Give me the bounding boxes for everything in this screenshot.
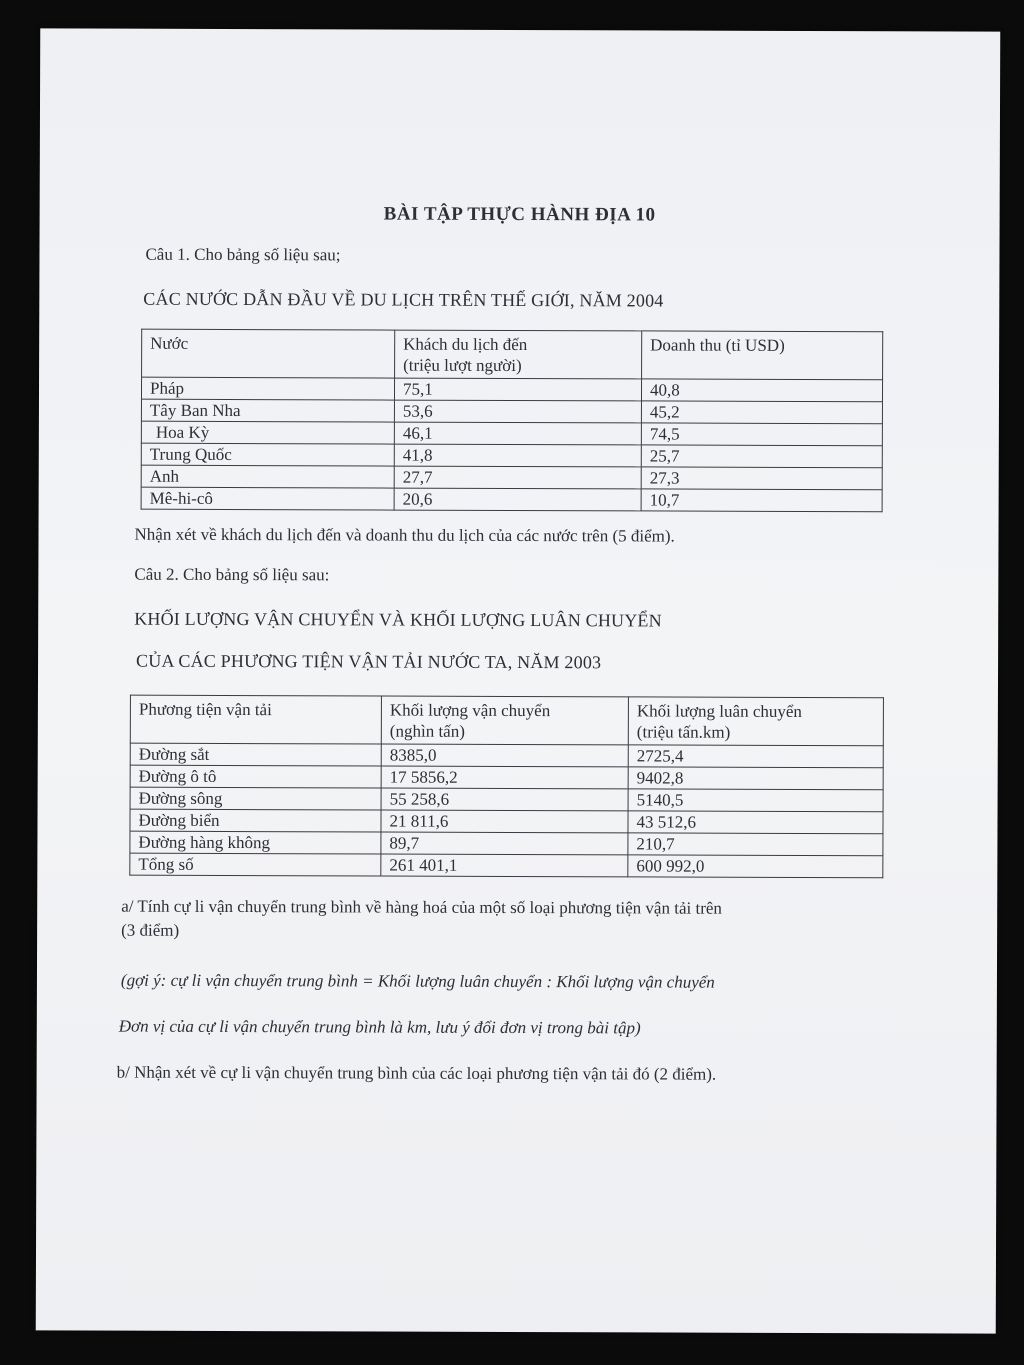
cell-volume: 21 811,6 <box>381 810 628 833</box>
cell-country: Mê-hi-cô <box>141 487 394 510</box>
header-visitors-unit: (triệu lượt người) <box>403 355 522 376</box>
table-row <box>130 831 883 856</box>
header-visitors-label: Khách du lịch đến <box>403 334 528 355</box>
cell-revenue: 40,8 <box>641 379 882 402</box>
cell-volume: 55 258,6 <box>381 788 628 811</box>
table-row <box>141 399 882 424</box>
cell-circulation: 9402,8 <box>628 767 883 790</box>
cell-country: Tây Ban Nha <box>141 399 394 422</box>
hint-line-1: (gợi ý: cự li vận chuyển trung bình = Khối lượng luân chuyển : Khối lượng vận chuyển <box>120 970 715 992</box>
table-row <box>141 487 882 512</box>
cell-revenue: 74,5 <box>641 423 882 446</box>
cell-country: Hoa Kỳ <box>141 421 394 444</box>
question-1-intro: Câu 1. Cho bảng số liệu sau; <box>145 244 341 265</box>
question-2-intro: Câu 2. Cho bảng số liệu sau: <box>134 564 330 585</box>
table-row <box>130 765 883 790</box>
table-2-title-line-2: CỦA CÁC PHƯƠNG TIỆN VẬN TẢI NƯỚC TA, NĂM 2003 <box>136 650 602 673</box>
cell-country: Anh <box>141 465 394 488</box>
cell-volume: 261 401,1 <box>381 854 628 877</box>
table-2-title-line-1: KHỐI LƯỢNG VẬN CHUYỂN VÀ KHỐI LƯỢNG LUÂN CHUYỂN <box>134 608 662 631</box>
question-2-task-a-line-2: (3 điểm) <box>121 920 180 940</box>
cell-transport: Đường sông <box>130 787 381 810</box>
cell-visitors: 20,6 <box>394 488 641 511</box>
cell-country: Pháp <box>141 377 394 400</box>
cell-visitors: 46,1 <box>394 422 641 445</box>
cell-circulation: 5140,5 <box>628 789 883 812</box>
cell-transport: Tổng số <box>130 853 381 876</box>
cell-country: Trung Quốc <box>141 443 394 466</box>
table-row <box>141 377 882 402</box>
table-row <box>141 465 882 490</box>
cell-revenue: 10,7 <box>641 489 882 512</box>
cell-transport: Đường ô tô <box>130 765 381 788</box>
cell-visitors: 41,8 <box>394 444 641 467</box>
header-volume-circulated <box>628 697 883 746</box>
header-transport: Phương tiện vận tải <box>130 695 381 744</box>
cell-circulation: 43 512,6 <box>628 811 883 834</box>
header-country: Nước <box>142 329 395 378</box>
header-volume-unit: (nghìn tấn) <box>389 721 465 741</box>
question-2-task-b: b/ Nhận xét về cự li vận chuyển trung bình của các loại phương tiện vận tải đó (2 điểm). <box>116 1062 717 1084</box>
cell-circulation: 600 992,0 <box>628 855 883 878</box>
cell-transport: Đường hàng không <box>130 831 381 854</box>
header-circulated-unit: (triệu tấn.km) <box>636 722 731 742</box>
table-row <box>141 421 882 446</box>
tourism-table <box>141 329 884 513</box>
cell-revenue: 45,2 <box>641 401 882 424</box>
table-row <box>141 443 882 468</box>
paper-sheet <box>36 28 1001 1333</box>
header-circulated-label: Khối lượng luân chuyển <box>636 701 802 721</box>
cell-revenue: 27,3 <box>641 467 882 490</box>
table-row <box>130 853 883 878</box>
cell-visitors: 27,7 <box>394 466 641 489</box>
table-row <box>130 743 883 768</box>
hint-line-2: Đơn vị của cự li vận chuyển trung bình là km, lưu ý đổi đơn vị trong bài tập) <box>118 1016 641 1038</box>
header-visitors <box>395 330 642 379</box>
header-revenue: Doanh thu (tỉ USD) <box>642 331 883 380</box>
question-2-task-a-line-1: a/ Tính cự li vận chuyển trung bình về hàng hoá của một số loại phương tiện vận tải trên <box>121 896 722 918</box>
table-header-row <box>142 329 883 380</box>
cell-circulation: 210,7 <box>628 833 883 856</box>
cell-visitors: 75,1 <box>394 378 641 401</box>
cell-visitors: 53,6 <box>394 400 641 423</box>
header-volume-label: Khối lượng vận chuyển <box>389 700 551 721</box>
cell-transport: Đường sắt <box>130 743 381 766</box>
header-volume-transported <box>381 696 628 745</box>
table-row <box>130 787 883 812</box>
table-1-title: CÁC NƯỚC DẪN ĐẦU VỀ DU LỊCH TRÊN THẾ GIỚI, NĂM 2004 <box>143 288 664 311</box>
page-title: BÀI TẬP THỰC HÀNH ĐỊA 10 <box>383 203 656 226</box>
cell-volume: 8385,0 <box>381 744 628 767</box>
question-1-task: Nhận xét về khách du lịch đến và doanh thu du lịch của các nước trên (5 điểm). <box>134 524 675 546</box>
transport-table <box>129 695 884 879</box>
cell-volume: 89,7 <box>381 832 628 855</box>
cell-transport: Đường biển <box>130 809 381 832</box>
cell-circulation: 2725,4 <box>628 745 883 768</box>
table-row <box>130 809 883 834</box>
cell-revenue: 25,7 <box>641 445 882 468</box>
table-header-row <box>130 695 883 746</box>
cell-volume: 17 5856,2 <box>381 766 628 789</box>
